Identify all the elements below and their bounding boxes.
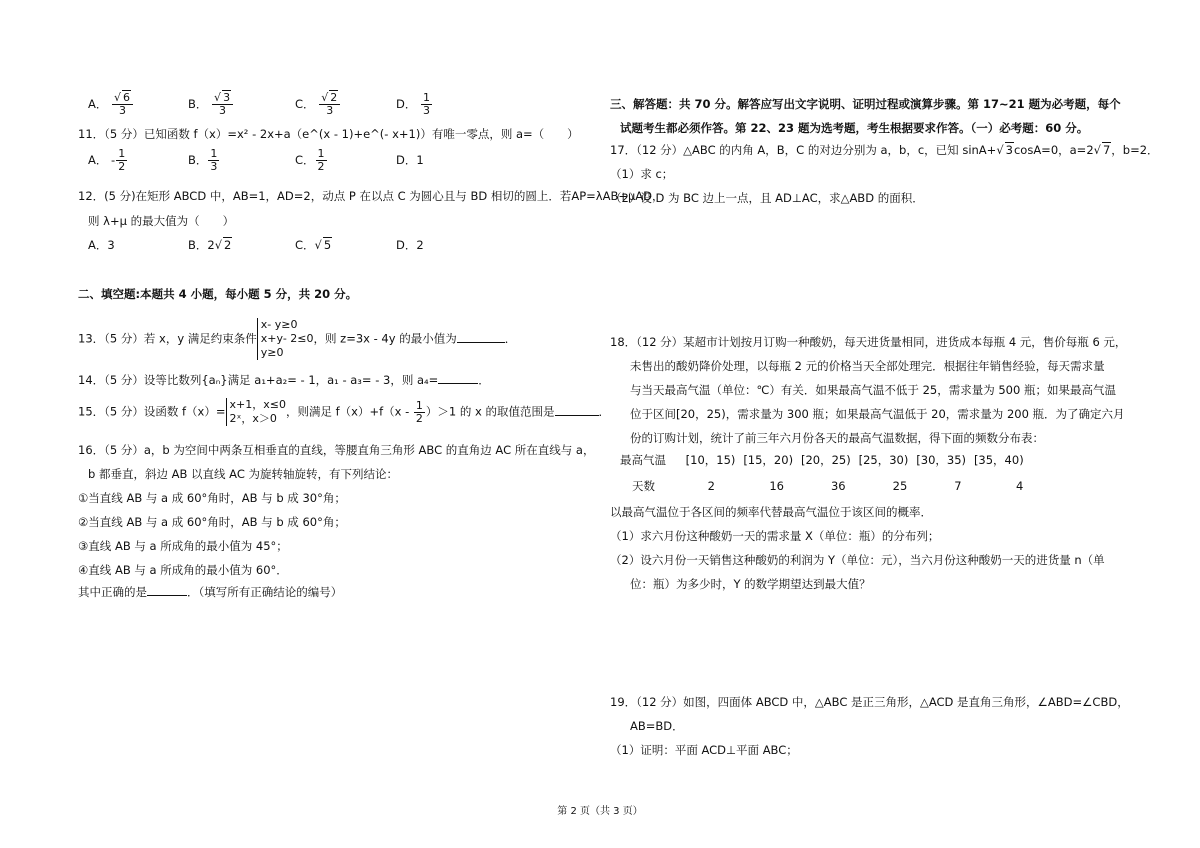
q18-part-2-line2: 位：瓶）为多少时，Y 的数学期望达到最大值？ [630,577,871,591]
q19-part-1: （1）证明：平面 ACD⊥平面 ABC； [610,743,798,757]
q12-stem-line2: 则 λ+μ 的最大值为（ ） [88,214,235,228]
section-3-heading-line2: 试题考生都必须作答。第 22、23 题为选考题，考生根据要求作答。（一）必考题：60 分。 [620,121,1089,135]
q18-line1: 18．（12 分）某超市计划按月订购一种酸奶，每天进货量相同，进货成本每瓶 4 元，售价每瓶 6 元， [610,335,1127,349]
q17-part-1: （1）求 c； [610,167,674,181]
q18-line2: 未售出的酸奶降价处理，以每瓶 2 元的价格当天全部处理完．根据往年销售经验，每天需求量 [630,359,1105,373]
q15: 15．（5 分）设函数 f（x）= x+1，x≤0 2ˣ，x＞0 ，则满足 f（x）+f（x - $\frac{1}{2}$ ）＞1 的 x 的取值范围是 ． [78,398,611,425]
q16-answer-line: 其中正确的是 ．（填写所有正确结论的编号） [78,585,343,599]
q10-option-d: D． $\frac{1}{3}$ [396,91,431,117]
q18-frequency-row-days: 天数 2 16 36 25 7 4 [632,479,1024,493]
q10-option-c: C． $\frac{√ 2}{3}$ [295,92,341,117]
q10-option-a: A． $\frac{√ 6}{3}$ [88,92,134,117]
q16-line2: b 都垂直，斜边 AB 以直线 AC 为旋转轴旋转，有下列结论： [88,467,399,481]
q12-option-d: D．2 [396,238,424,252]
section-3-heading-line1: 三、解答题：共 70 分。解答应写出文字说明、证明过程或演算步骤。第 17~21 题为必考题，每个 [610,97,1121,111]
q11-option-a: A． - $\frac{1}{2}$ [88,147,126,173]
q18-line6: 以最高气温位于各区间的频率代替最高气温位于该区间的概率． [610,505,932,519]
q13: 13．（5 分）若 x，y 满足约束条件 x- y≥0 x+y- 2≤0 y≥0 ，则 z=3x - 4y 的最小值为 ． [78,318,517,359]
page-footer: 第 2 页（共 3 页） [557,806,643,817]
q12-option-b: B．2√ 2 [188,238,232,252]
q13-constraints: x- y≥0 x+y- 2≤0 y≥0 [257,318,314,360]
q16-line1: 16．（5 分）a，b 为空间中两条互相垂直的直线，等腰直角三角形 ABC 的直角边 AC 所在直线与 a， [78,443,595,457]
q19-line1: 19．（12 分）如图，四面体 ABCD 中，△ABC 是正三角形，△ACD 是直角三角形，∠ABD=∠CBD， [610,695,1129,709]
q16-statement-1: ①当直线 AB 与 a 成 60°角时，AB 与 b 成 30°角； [78,491,346,505]
q11-option-d: D．1 [396,153,424,167]
q14: 14．（5 分）设等比数列{aₙ}满足 a₁+a₂= - 1，a₁ - a₃= - 3，则 a₄= ． [78,373,490,387]
q16-statement-4: ④直线 AB 与 a 所成角的最小值为 60°． [78,563,288,577]
q19-line2: AB=BD． [630,719,684,733]
q16-statement-3: ③直线 AB 与 a 所成角的最小值为 45°； [78,539,288,553]
q11-stem: 11．（5 分）已知函数 f（x）=x² - 2x+a（e^(x - 1)+e^(- x+1)）有唯一零点，则 a=（ ） [78,127,579,141]
q12-stem: 12．(5 分)在矩形 ABCD 中，AB=1，AD=2，动点 P 在以点 C 为圆心且与 BD 相切的圆上．若AP=λAB+μAD， [78,189,664,203]
q18-part-2-line1: （2）设六月份一天销售这种酸奶的利润为 Y（单位：元），当六月份这种酸奶一天的进货量 n（单 [610,553,1105,567]
q18-line4: 位于区间[20，25)，需求量为 300 瓶；如果最高气温低于 20，需求量为 200 瓶．为了确定六月 [630,407,1125,421]
q17-part-2: （2）设 D 为 BC 边上一点，且 AD⊥AC，求△ABD 的面积． [610,191,924,205]
q10-option-b: B． $\frac{√ 3}{3}$ [188,92,234,117]
q18-part-1: （1）求六月份这种酸奶一天的需求量 X（单位：瓶）的分布列； [610,529,940,543]
q18-line5: 份的订购计划，统计了前三年六月份各天的最高气温数据，得下面的频数分布表： [630,431,1044,445]
q18-frequency-row-temp: 最高气温 [10，15) [15，20) [20，25) [25，30) [30，35) [35，40) [620,453,1024,467]
q11-option-c: C． $\frac{1}{2}$ [295,147,325,173]
q12-option-a: A．3 [88,238,115,252]
q17-stem: 17．（12 分）△ABC 的内角 A，B，C 的对边分别为 a，b，c，已知 sinA+√ 3cosA=0，a=2√ 7，b=2． [610,143,1159,157]
section-2-heading: 二、填空题:本题共 4 小题，每小题 5 分，共 20 分。 [78,287,358,301]
q12-option-c: C．√ 5 [295,238,332,252]
q11-option-b: B． $\frac{1}{3}$ [188,147,218,173]
q18-line3: 与当天最高气温（单位：℃）有关．如果最高气温不低于 25，需求量为 500 瓶；如果最高气温 [630,383,1116,397]
q16-statement-2: ②当直线 AB 与 a 成 60°角时，AB 与 b 成 60°角； [78,515,346,529]
